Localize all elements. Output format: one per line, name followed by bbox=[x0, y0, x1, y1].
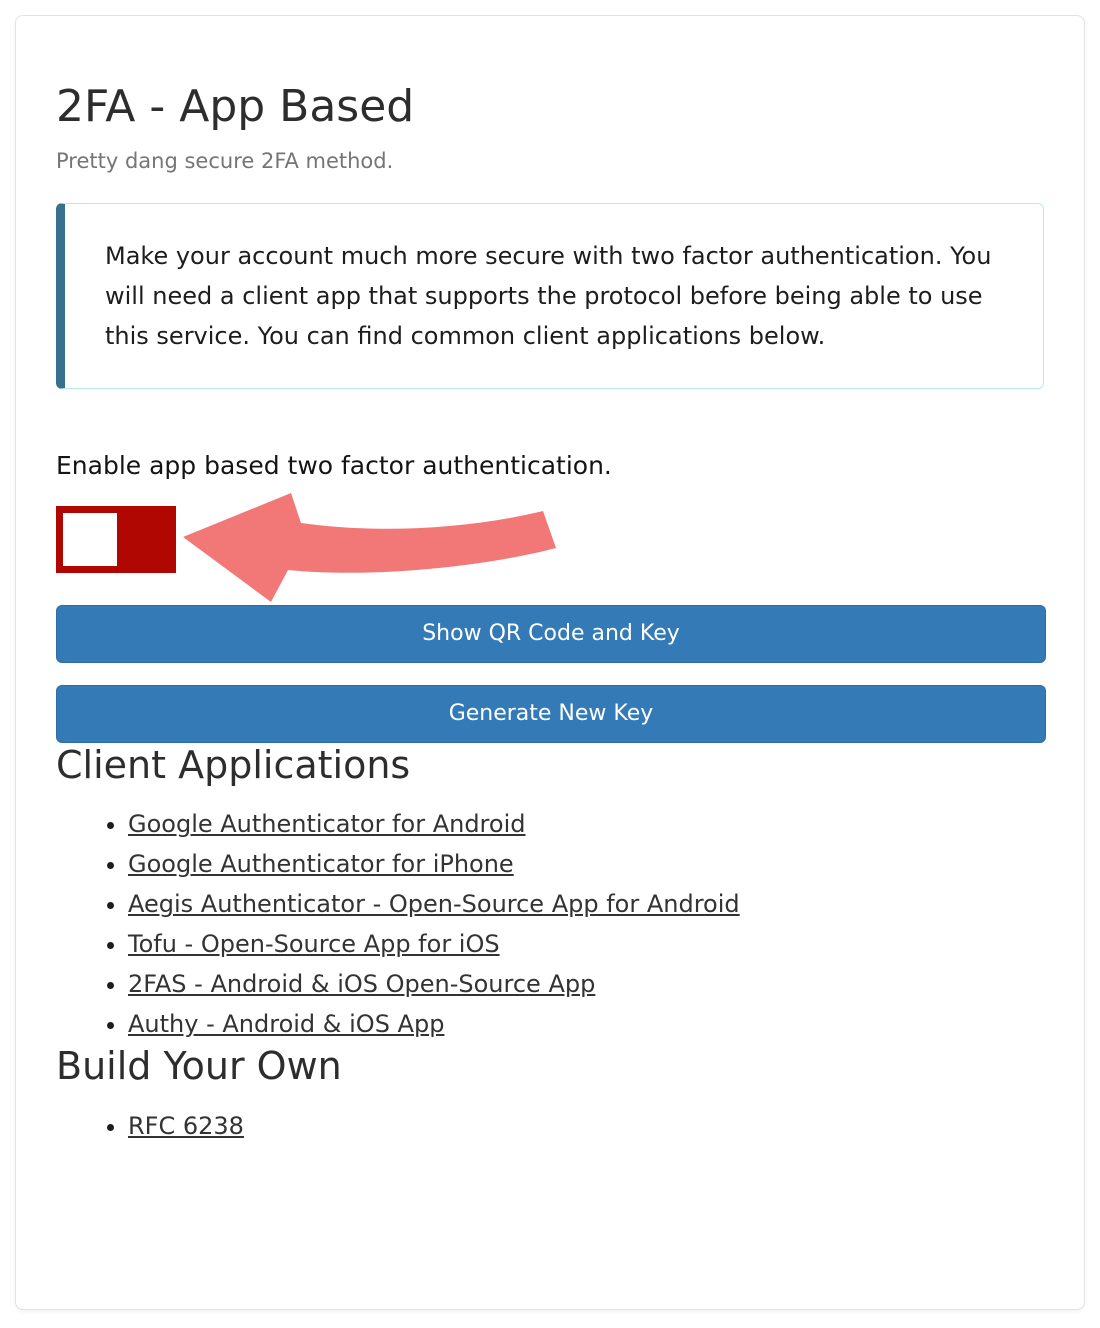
enable-2fa-label: Enable app based two factor authentication. bbox=[56, 450, 612, 480]
list-item bbox=[128, 804, 1044, 844]
list-item bbox=[128, 964, 1044, 1004]
client-applications-heading: Client Applications bbox=[56, 742, 411, 787]
build-your-own-list bbox=[56, 1106, 1044, 1146]
info-callout-text: Make your account much more secure with two factor authentication. You will need a client app that supports the protocol before being able to use this service. You can find common client applications below. bbox=[105, 241, 992, 350]
link-tofu[interactable]: Tofu - Open-Source App for iOS bbox=[128, 930, 500, 959]
list-item bbox=[128, 1106, 1044, 1146]
list-item bbox=[128, 1004, 1044, 1044]
build-your-own-heading: Build Your Own bbox=[56, 1044, 342, 1089]
enable-2fa-toggle[interactable] bbox=[56, 506, 176, 573]
info-callout bbox=[56, 203, 1044, 389]
show-qr-code-button[interactable]: Show QR Code and Key bbox=[56, 605, 1046, 663]
curved-arrow-left-icon bbox=[179, 484, 561, 606]
page-title: 2FA - App Based bbox=[56, 81, 415, 132]
toggle-row bbox=[56, 506, 1044, 573]
list-item bbox=[128, 884, 1044, 924]
link-google-authenticator-iphone[interactable]: Google Authenticator for iPhone bbox=[128, 850, 514, 879]
link-aegis-authenticator[interactable]: Aegis Authenticator - Open-Source App for Android bbox=[128, 890, 740, 919]
link-authy[interactable]: Authy - Android & iOS App bbox=[128, 1010, 445, 1039]
generate-new-key-button[interactable]: Generate New Key bbox=[56, 685, 1046, 743]
link-rfc-6238[interactable]: RFC 6238 bbox=[128, 1111, 244, 1140]
link-google-authenticator-android[interactable]: Google Authenticator for Android bbox=[128, 810, 526, 839]
list-item bbox=[128, 924, 1044, 964]
settings-card bbox=[15, 15, 1085, 1310]
list-item bbox=[128, 844, 1044, 884]
page-subtitle: Pretty dang secure 2FA method. bbox=[56, 148, 394, 173]
client-applications-list bbox=[56, 804, 1044, 1044]
toggle-knob bbox=[63, 513, 117, 566]
link-2fas[interactable]: 2FAS - Android & iOS Open-Source App bbox=[128, 970, 596, 999]
